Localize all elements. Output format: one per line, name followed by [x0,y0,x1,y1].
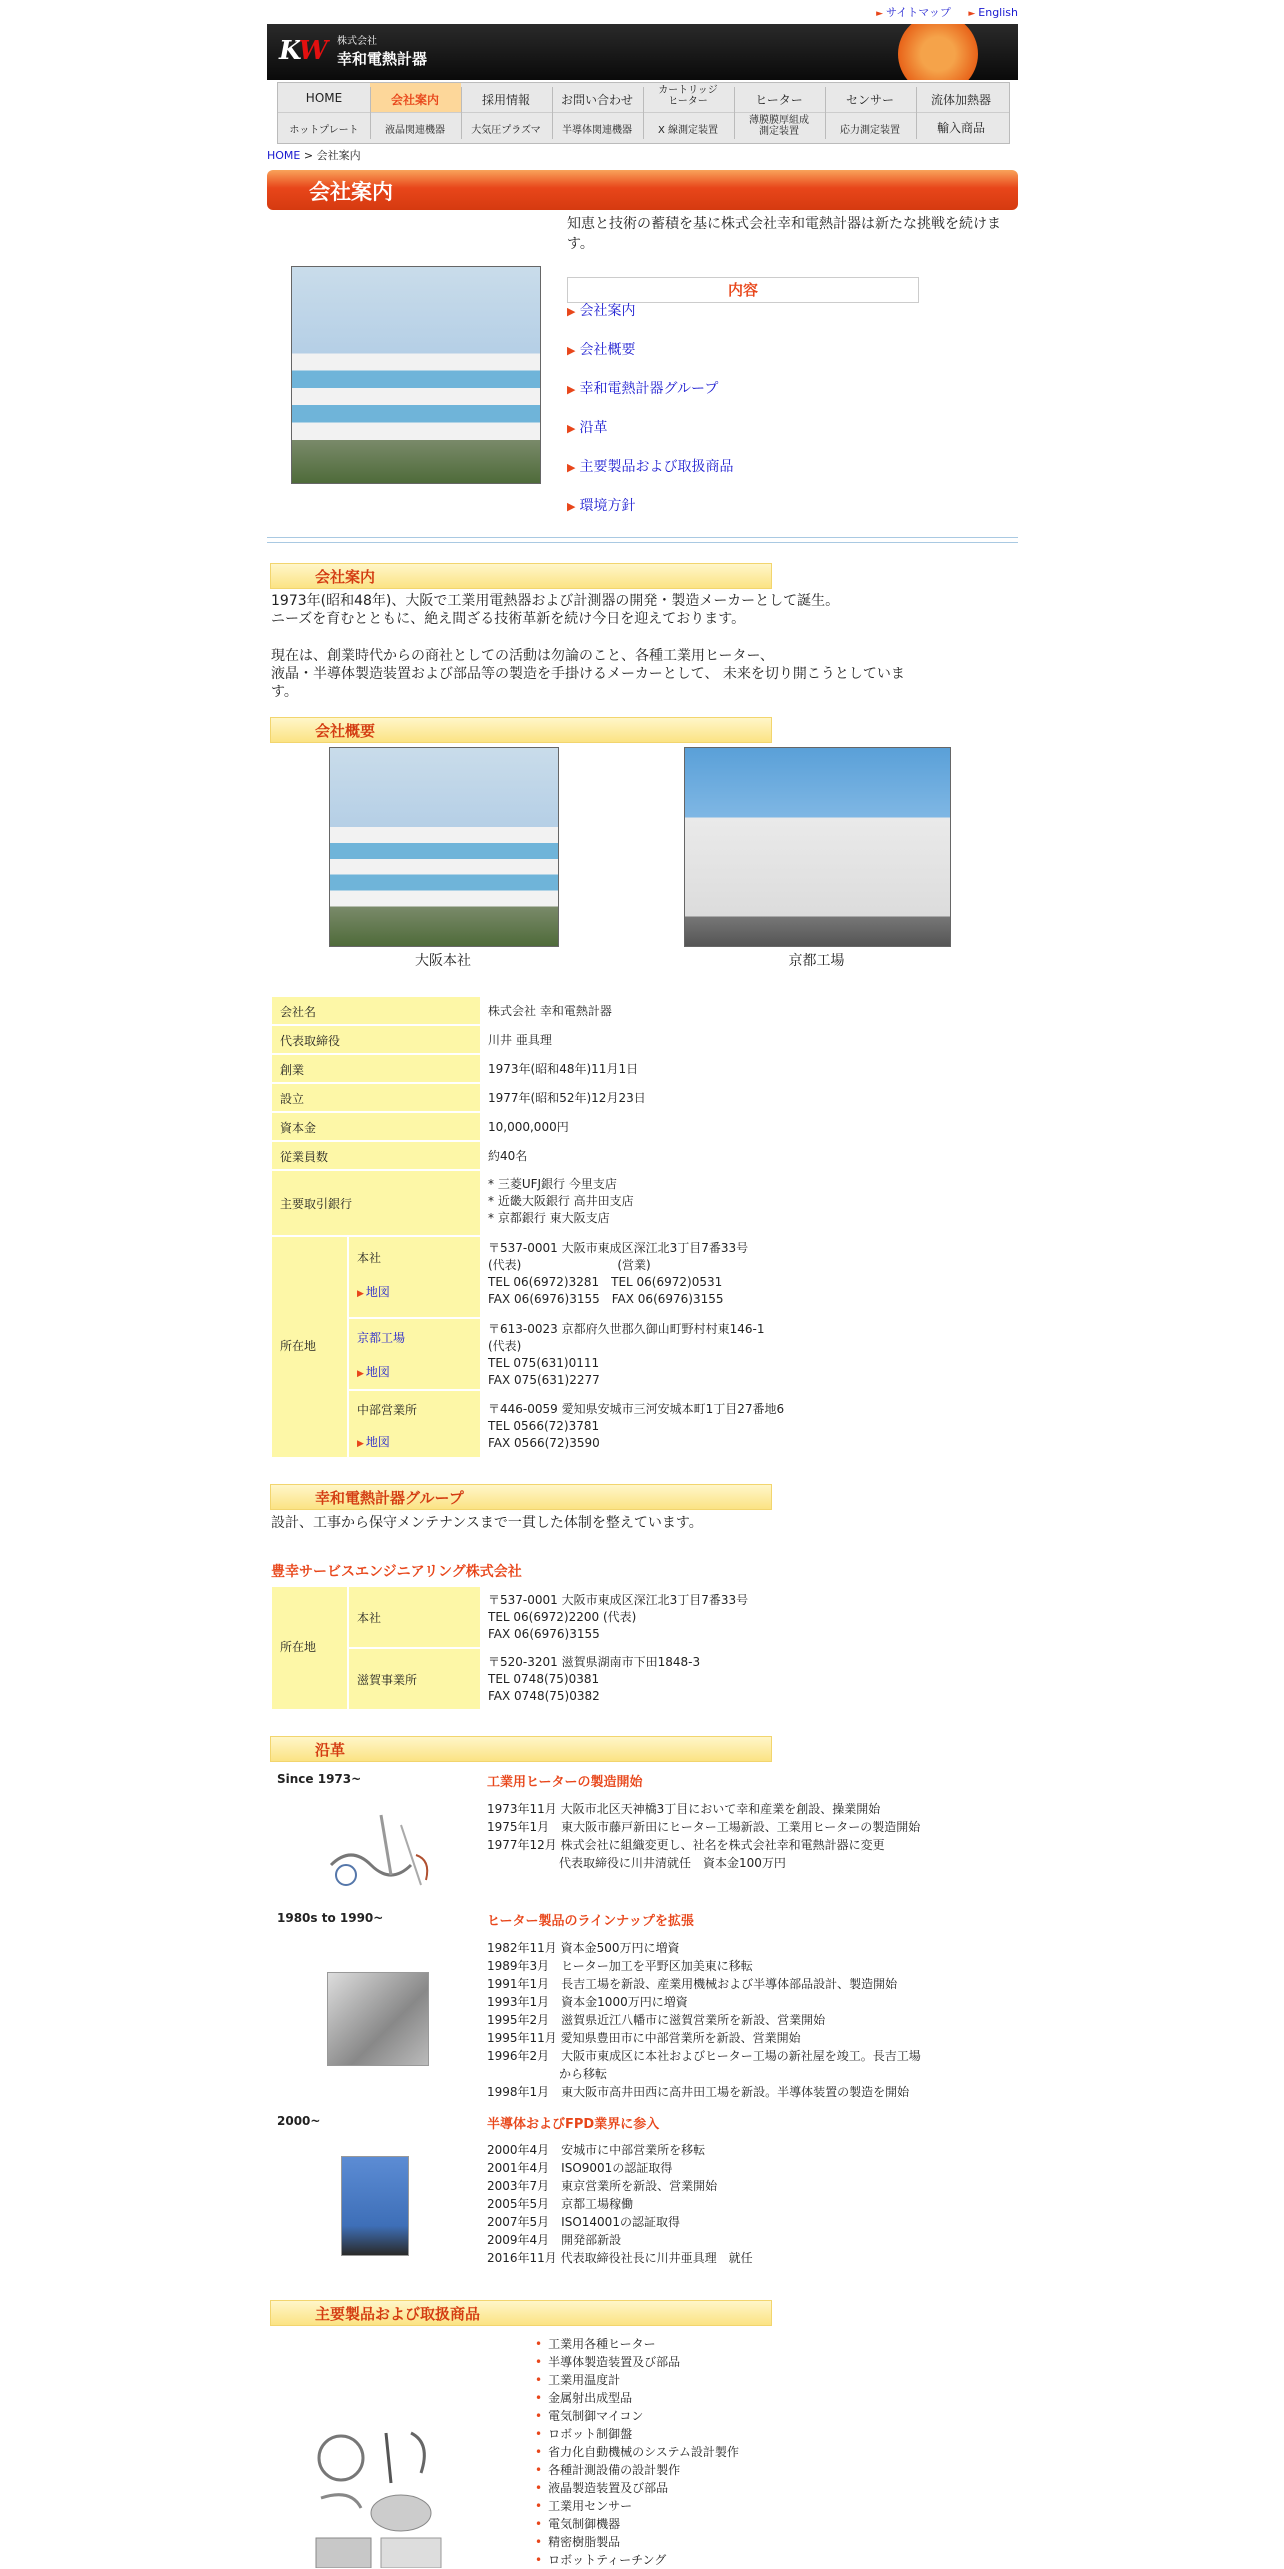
top-links [862,4,1018,20]
group-office-line: TEL 06(6972)2200 (代表) [488,1610,637,1624]
history-era: 1980s to 1990~ [277,1911,384,1925]
toc-heading: 内容 [567,277,919,303]
bullet-icon: • [535,2481,543,2495]
heater-products-image [321,1805,441,1895]
arrow-icon: ► [968,9,976,19]
bullet-icon: • [535,2445,543,2459]
triangle-icon: ▶ [567,344,576,357]
about-p1b: ニーズを育むとともに、絶え間ざる技術革新を続け今日を迎えております。 [271,611,746,627]
product-item: • ロボット制御盤 [535,2427,633,2441]
nav-lcd[interactable]: 液晶関連機器 [385,125,445,136]
group-office-line: FAX 0748(75)0382 [488,1689,600,1703]
toc-item-products[interactable]: ▶ 主要製品および取扱商品 [567,459,734,475]
office-line: TEL 075(631)0111 [488,1356,600,1370]
arrow-icon: ▶ [357,1439,364,1449]
bullet-icon: • [535,2553,543,2567]
bullet-icon: • [535,2355,543,2369]
nav-thin-film[interactable]: 薄膜膜厚組成 測定装置 [749,115,809,137]
office-line: FAX 0566(72)3590 [488,1436,600,1450]
bullet-icon: • [535,2427,543,2441]
kyoto-factory-photo [684,747,951,947]
company-logo[interactable]: KW [279,36,326,66]
products-image [311,2428,461,2568]
office-line: 〒446-0059 愛知県安城市三河安城本町1丁目27番地6 [488,1402,785,1416]
kyoto-factory-caption: 京都工場 [788,953,845,969]
group-office-cell: 滋賀事業所 [349,1649,480,1709]
nav-recruit[interactable]: 採用情報 [481,93,530,107]
bullet-icon: • [535,2517,543,2531]
location-label: 所在地 [272,1237,347,1457]
overview-label: 代表取締役 [272,1026,480,1053]
bank-label: 主要取引銀行 [272,1171,480,1235]
section-heading-products: 主要製品および取扱商品 [270,2300,772,2326]
history-line: 1989年3月 ヒーター加工を平野区加美東に移転 [487,1959,753,1973]
nav-xray[interactable]: X 線測定装置 [657,125,719,136]
triangle-icon: ▶ [567,305,576,318]
bullet-icon: • [535,2409,543,2423]
product-item: • 工業用センサー [535,2499,633,2513]
product-item: • 工業用各種ヒーター [535,2337,656,2351]
triangle-icon: ▶ [567,422,576,435]
group-office-line: 〒537-0001 大阪市東成区深江北3丁目7番33号 [488,1593,749,1607]
history-line: 2016年11月 代表取締役社長に川井亜具理 就任 [487,2251,753,2265]
toc-item-overview[interactable]: ▶ 会社概要 [567,342,636,358]
group-office-cell: 本社 [349,1587,480,1647]
product-item: • 電気制御機器 [535,2517,621,2531]
bank-line: * 近畿大阪銀行 高井田支店 [488,1194,634,1208]
company-type: 株式会社 [337,36,377,47]
osaka-hq-caption: 大阪本社 [415,953,471,969]
breadcrumb: HOME > 会社案内 [267,149,361,162]
office-line: (代表) [488,1339,522,1353]
group-office-line: FAX 06(6976)3155 [488,1627,600,1641]
english-label: English [978,6,1018,19]
nav-home[interactable]: HOME [305,91,343,105]
history-line: 2005年5月 京都工場稼働 [487,2197,634,2211]
breadcrumb-current: 会社案内 [316,149,361,162]
bullet-icon: • [535,2535,543,2549]
bullet-icon: • [535,2463,543,2477]
history-era-title: ヒーター製品のラインナップを拡張 [487,1914,694,1929]
sun-graphic [898,24,978,80]
nav-heater[interactable]: ヒーター [755,93,803,107]
history-line: 1996年2月 大阪市東成区に本社およびヒーター工場の新社屋を竣工。長吉工場 [487,2049,921,2063]
history-line: 1975年1月 東大阪市藤戸新田にヒーター工場新設、工業用ヒーターの製造開始 [487,1820,921,1834]
office-line: TEL 06(6972)3281 TEL 06(6972)0531 [488,1275,723,1289]
company-name: 幸和電熱計器 [337,50,428,68]
history-line: 1995年2月 滋賀県近江八幡市に滋賀営業所を新設、営業開始 [487,2013,826,2027]
bank-line: * 三菱UFJ銀行 今里支店 [488,1177,617,1191]
about-p2a: 現在は、創業時代からの商社としての活動は勿論のこと、各種工業用ヒーター、 [271,648,774,664]
sitemap-link[interactable] [876,6,951,19]
office-cell: 中部営業所 ▶ 地図 [349,1391,480,1457]
bullet-icon: • [535,2373,543,2387]
overview-value: 株式会社 幸和電熱計器 [488,1004,612,1018]
product-item: • 精密樹脂製品 [535,2535,621,2549]
map-link[interactable]: ▶ 地図 [357,1365,390,1379]
history-era-title: 半導体およびFPD業界に参入 [487,2117,660,2132]
breadcrumb-home[interactable]: HOME [267,149,301,162]
overview-value: 1973年(昭和48年)11月1日 [488,1062,639,1076]
page-title: 会社案内 [309,180,393,204]
product-item: • 金属射出成型品 [535,2391,633,2405]
building-photo [291,266,541,484]
history-line: 1995年11月 愛知県豊田市に中部営業所を新設、営業開始 [487,2031,801,2045]
equipment-image [341,2156,409,2256]
history-line: 1973年11月 大阪市北区天神橋3丁目において幸和産業を創設、操業開始 [487,1802,881,1816]
group-location-label: 所在地 [272,1587,347,1709]
nav-semiconductor[interactable]: 半導体関連機器 [562,125,632,136]
hotplate-image [327,1972,429,2066]
office-line: (代表) (営業) [488,1258,651,1272]
office-line: 〒613-0023 京都府久世郡久御山町野村村東146-1 [488,1322,765,1336]
bank-line: * 京都銀行 東大阪支店 [488,1211,610,1225]
section-heading-company: 会社案内 [270,563,772,589]
nav-company[interactable]: 会社案内 [390,93,439,107]
triangle-icon: ▶ [567,383,576,396]
divider [267,537,1018,543]
history-era: 2000~ [277,2114,321,2128]
overview-value: 川井 亜具理 [488,1033,552,1047]
section-heading-group: 幸和電熱計器グループ [270,1484,772,1510]
about-p1a: 1973年(昭和48年)、大阪で工業用電熱器および計測器の開発・製造メーカーとして誕生。 [271,593,840,609]
history-line: 1977年12月 株式会社に組織変更し、社名を株式会社幸和電熱計器に変更 [487,1838,885,1852]
about-p2b: 液晶・半導体製造装置および部品等の製造を手掛けるメーカーとして、 未来を切り開こうとしていま [271,666,905,682]
group-desc: 設計、工事から保守メンテナンスまで一貫した体制を整えています。 [271,1515,703,1531]
triangle-icon: ▶ [567,500,576,513]
section-heading-history: 沿革 [270,1736,772,1762]
toc-item-history[interactable]: ▶ 沿革 [567,420,608,436]
triangle-icon: ▶ [567,461,576,474]
office-cell: 京都工場 ▶ 地図 [349,1319,480,1389]
overview-label: 資本金 [272,1113,480,1140]
product-item: • 半導体製造装置及び部品 [535,2355,681,2369]
toc-item-group[interactable]: ▶ 幸和電熱計器グループ [567,381,719,397]
history-era: Since 1973~ [277,1772,362,1786]
header-banner [267,24,1018,80]
nav-contact[interactable]: お問い合わせ [560,93,633,107]
english-link[interactable] [968,6,1018,19]
history-line: 代表取締役に川井清就任 資本金100万円 [487,1856,786,1870]
overview-value: 1977年(昭和52年)12月23日 [488,1091,646,1105]
history-line: 1991年1月 長吉工場を新設、産業用機械および半導体部品設計、製造開始 [487,1977,898,1991]
group-office-line: TEL 0748(75)0381 [488,1672,600,1686]
nav-sensor[interactable]: センサー [845,93,894,107]
group-company-name: 豊幸サービスエンジニアリング株式会社 [271,1564,522,1580]
overview-label: 会社名 [272,997,480,1024]
arrow-icon: ▶ [357,1289,364,1299]
history-line: 1982年11月 資本金500万円に増資 [487,1941,680,1955]
office-line: FAX 06(6976)3155 FAX 06(6976)3155 [488,1292,724,1306]
sitemap-label: サイトマップ [886,6,951,19]
product-item: • 液晶製造装置及び部品 [535,2481,669,2495]
office-line: 〒537-0001 大阪市東成区深江北3丁目7番33号 [488,1241,749,1255]
nav-hotplate[interactable]: ホットプレート [289,125,359,136]
overview-label: 従業員数 [272,1142,480,1169]
section-heading-overview: 会社概要 [270,717,772,743]
history-line: 2003年7月 東京営業所を新設、営業開始 [487,2179,718,2193]
overview-label: 設立 [272,1084,480,1111]
history-line: 1993年1月 資本金1000万円に増資 [487,1995,688,2009]
toc-item-company[interactable]: ▶ 会社案内 [567,303,636,319]
map-link[interactable]: ▶ 地図 [357,1285,390,1299]
map-link[interactable]: ▶ 地図 [357,1435,390,1449]
product-item: • ロボットティーチング [535,2553,667,2567]
bullet-icon: • [535,2337,543,2351]
overview-value: 約40名 [488,1149,528,1163]
nav-stress[interactable]: 応力測定装置 [840,125,900,136]
history-line: 2000年4月 安城市に中部営業所を移転 [487,2143,706,2157]
page-title-bar [267,170,1018,210]
nav-plasma[interactable]: 大気圧プラズマ [471,125,541,136]
product-item: • 工業用温度計 [535,2373,621,2387]
intro-text: 知恵と技術の蓄積を基に株式会社幸和電熱計器は新たな挑戦を続けます。 [567,216,1001,252]
arrow-icon: ► [876,9,884,19]
bullet-icon: • [535,2499,543,2513]
history-line: 1998年1月 東大阪市高井田西に高井田工場を新設。半導体装置の製造を開始 [487,2085,910,2099]
history-line: 2009年4月 開発部新設 [487,2233,622,2247]
arrow-icon: ▶ [357,1369,364,1379]
group-office-line: 〒520-3201 滋賀県湖南市下田1848-3 [488,1655,701,1669]
history-era-title: 工業用ヒーターの製造開始 [487,1775,643,1790]
overview-label: 創業 [272,1055,480,1082]
history-line: から移転 [487,2067,608,2081]
product-item: • 省力化自動機械のシステム設計製作 [535,2445,739,2459]
nav-fluid-heater[interactable]: 流体加熱器 [930,93,991,107]
office-cell: 本社 ▶ 地図 [349,1237,480,1317]
nav-cartridge-heater[interactable]: カートリッジ ヒーター [658,85,718,107]
history-line: 2007年5月 ISO14001の認証取得 [487,2215,680,2229]
bullet-icon: • [535,2391,543,2405]
about-p2c: す。 [271,684,298,700]
toc-item-environment[interactable]: ▶ 環境方針 [567,498,636,514]
osaka-hq-photo [329,747,559,947]
history-line: 2001年4月 ISO9001の認証取得 [487,2161,673,2175]
nav-import[interactable]: 輸入商品 [936,121,985,135]
overview-value: 10,000,000円 [488,1120,569,1134]
product-item: • 電気制御マイコン [535,2409,644,2423]
product-item: • 各種計測設備の設計製作 [535,2463,681,2477]
office-line: FAX 075(631)2277 [488,1373,600,1387]
global-nav [277,82,1010,144]
office-line: TEL 0566(72)3781 [488,1419,600,1433]
